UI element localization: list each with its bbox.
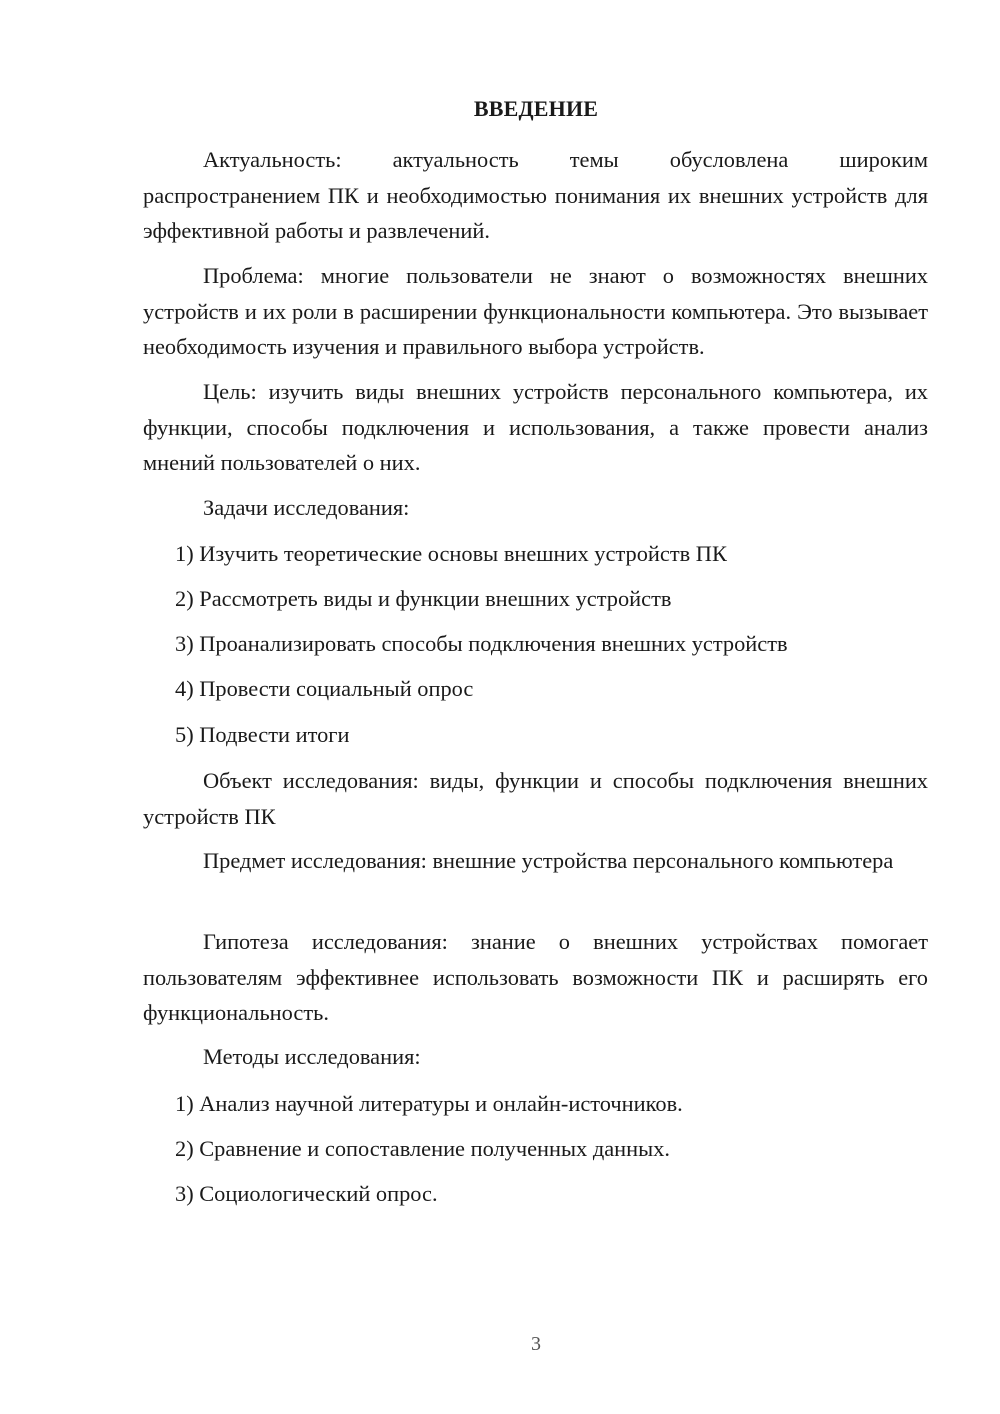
task-item: 3) Проанализировать способы подключения внешних устройств	[175, 631, 788, 656]
subject-paragraph: Предмет исследования: внешние устройства персонального компьютера	[203, 848, 894, 873]
page-number: 3	[531, 1333, 541, 1355]
object-paragraph: Объект исследования: виды, функции и способы подключения внешних устройств ПК	[143, 768, 928, 829]
hypothesis-paragraph: Гипотеза исследования: знание о внешних устройствах помогает пользователям эффективнее использовать возможности ПК и расширять его функциональность.	[143, 929, 928, 1025]
methods-heading: Методы исследования:	[203, 1044, 421, 1069]
task-item: 2) Рассмотреть виды и функции внешних устройств	[175, 586, 672, 611]
task-item: 5) Подвести итоги	[175, 722, 350, 747]
method-item: 2) Сравнение и сопоставление полученных данных.	[175, 1136, 670, 1161]
task-item: 4) Провести социальный опрос	[175, 676, 474, 701]
task-item: 1) Изучить теоретические основы внешних устройств ПК	[175, 541, 727, 566]
method-item: 3) Социологический опрос.	[175, 1181, 438, 1206]
relevance-paragraph: Актуальность: актуальность темы обусловлена широким распространением ПК и необходимостью понимания их внешних устройств для эффективной работы и развлечений.	[143, 147, 928, 243]
goal-paragraph: Цель: изучить виды внешних устройств персонального компьютера, их функции, способы подключения и использования, а также провести анализ мнений пользователей о них.	[143, 379, 928, 475]
method-item: 1) Анализ научной литературы и онлайн-источников.	[175, 1091, 683, 1116]
tasks-heading: Задачи исследования:	[203, 495, 410, 520]
section-title: ВВЕДЕНИЕ	[473, 96, 599, 121]
problem-paragraph: Проблема: многие пользователи не знают о возможностях внешних устройств и их роли в расширении функциональности компьютера. Это вызывает необходимость изучения и правильного выбора устройств.	[143, 263, 928, 359]
